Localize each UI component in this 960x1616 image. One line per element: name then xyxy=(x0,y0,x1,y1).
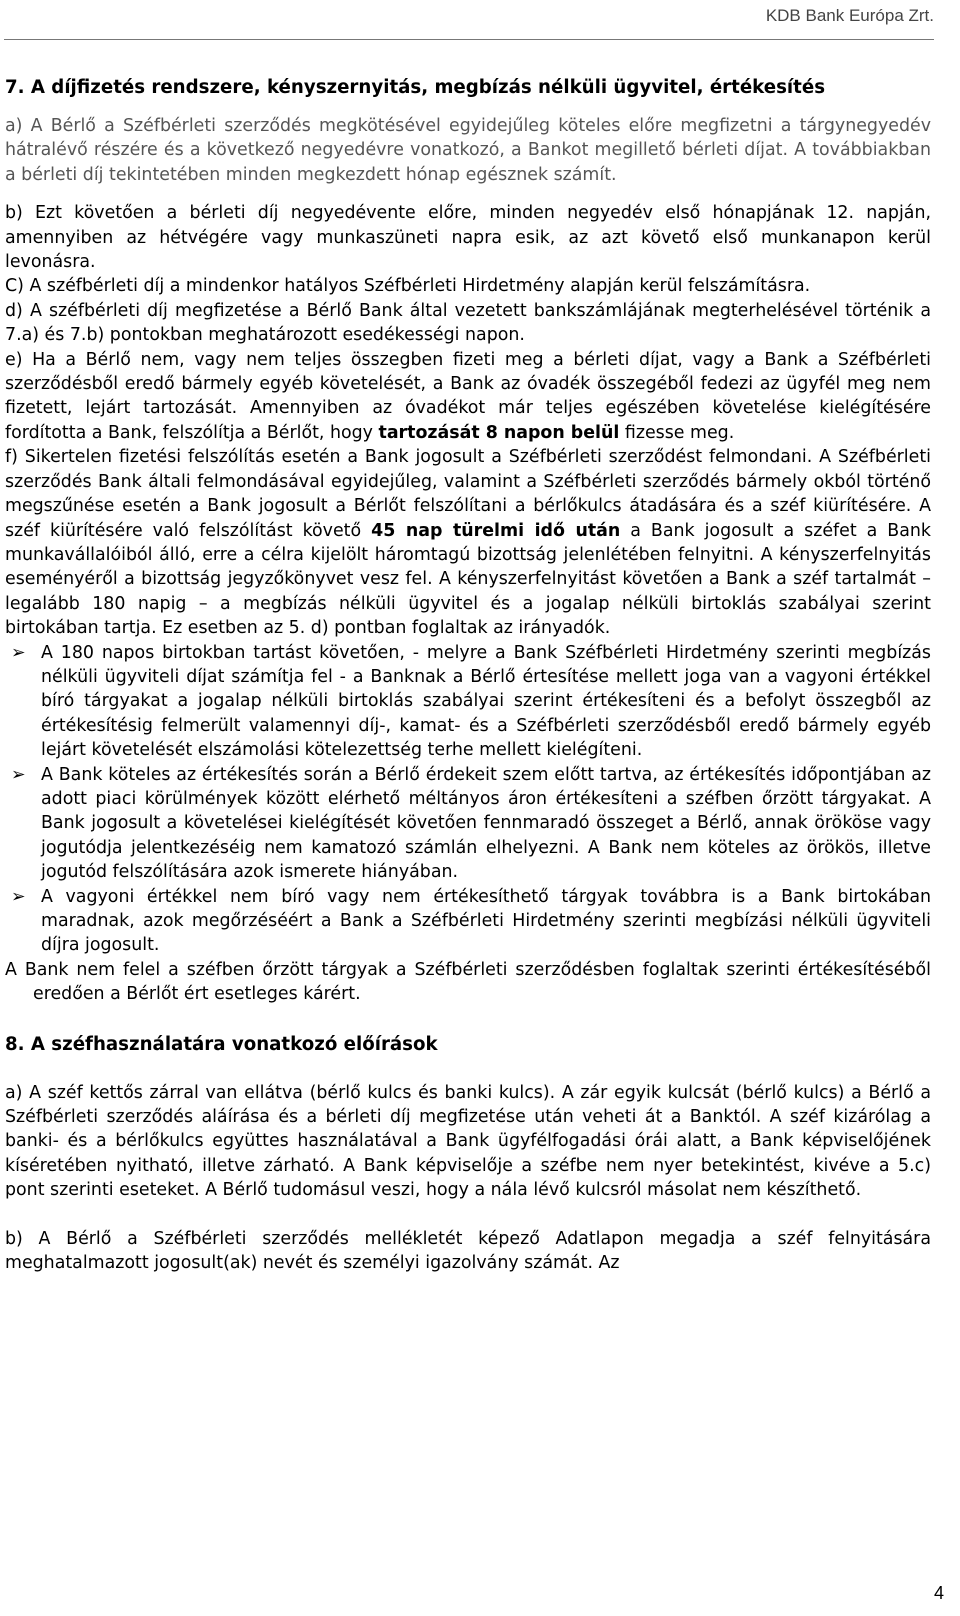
section-7-paragraph-b: b) Ezt követően a bérleti díj negyedévente előre, minden negyedév első hónapjának 12. napján, amennyiben az hétvégére vagy munkaszüneti napra esik, az azt követő első munkanapon kerül levonásra. xyxy=(5,203,931,273)
document-body xyxy=(5,76,931,1275)
bullet-item xyxy=(11,641,931,763)
bullet-item xyxy=(11,885,931,958)
header-divider xyxy=(4,39,934,40)
paragraph-e-text-end: fizesse meg. xyxy=(619,422,735,443)
section-8-paragraph-b: b) A Bérlő a Széfbérleti szerződés mellékletét képező Adatlapon megadja a széf felnyitására meghatalmazott jogosult(ak) nevét és személyi igazolvány számát. Az xyxy=(5,1228,931,1274)
arrow-bullet-icon: ➢ xyxy=(11,642,26,663)
paragraph-f-emphasis: 45 nap türelmi idő után xyxy=(371,520,621,541)
paragraph-f-text-end: a Bank jogosult a széfet a Bank munkavállalóiból álló, erre a célra kijelölt háromtagú bizottság jelenlétében felnyitni. A kényszerfelnyitás eseményéről a bizottság jegyzőkönyvet vesz fel. A kényszerfelnyitást követően a Bank a széf tartalmát – legalább 180 napig – a megbízás nélküli ügyvitel és a jogalap nélküli birtoklás szabályai szerint birtokában tartja. Ez esetben az 5. d) pontban foglaltak az irányadók. xyxy=(5,520,931,639)
section-8-paragraph-a: a) A széf kettős zárral van ellátva (bérlő kulcs és banki kulcs). A zár egyik kulcsát (bérlő kulcs) a Bérlő a Széfbérleti szerződés aláírása és a bérleti díj megfizetése után veheti át a Banktól. A széf kizárólag a banki- és a bérlőkulcs együttes használatával a Bank ügyfélfogadási órái alatt, a Bank képviselőjének kíséretében nyitható, illetve zárható. A Bank képviselője a széfbe nem nyer betekintést, kivéve a 5.c) pont szerinti eseteket. A Bérlő tudomásul veszi, hogy a nála lévő kulcsról másolat nem készíthető. xyxy=(5,1082,931,1201)
page-number: 4 xyxy=(933,1583,944,1603)
arrow-bullet-icon: ➢ xyxy=(11,886,26,907)
section-7-paragraph-f xyxy=(5,445,931,640)
paragraph-e-text: e) Ha a Bérlő nem, vagy nem teljes összegben fizeti meg a bérleti díjat, vagy a Bank a Széfbérleti szerződésből eredő bármely egyéb követelését, a Bank az óvadék összegéből fedezi az ügyfél meg nem fizetett, lejárt tartozását. Amennyiben az óvadékot már teljes egészében követelése kielégítésére fordította a Bank, felszólítja a Bérlőt, hogy xyxy=(5,349,931,443)
arrow-bullet-icon: ➢ xyxy=(11,764,26,785)
paragraph-f-text: f) Sikertelen fizetési felszólítás esetén a Bank jogosult a Széfbérleti szerződést felmondani. A Széfbérleti szerződés Bank általi felmondásával egyidejűleg, valamint a Széfbérleti szerződés bármely okból történő megszűnése esetén a Bank jogosult a Bérlőt felszólítani a bérlőkulcs átadására és a széf kiürítésére. A széf kiürítésére való felszólítást követő xyxy=(5,447,931,541)
section-7-paragraph-a: a) A Bérlő a Széfbérleti szerződés megkötésével egyidejűleg köteles előre megfizetni a tárgynegyedév hátralévő részére és a következő negyedévre vonatkozó, a Bankot megillető bérleti díjat. A továbbiakban a bérleti díj tekintetében minden megkezdett hónap egésznek számít. xyxy=(5,116,931,185)
section-7-paragraph-c: C) A széfbérleti díj a mindenkor hatályos Széfbérleti Hirdetmény alapján kerül felszámításra. xyxy=(5,276,811,297)
bullet-text: A Bank köteles az értékesítés során a Bérlő érdekeit szem előtt tartva, az értékesítés időpontjában az adott piaci körülmények között elérhető méltányos áron értékesíteni a széfben őrzött tárgyakat. A Bank jogosult a követelései kielégítését követően fennmaradó összeget a Bérlő, annak örököse vagy jogutódja jelentkezéséig nem kamatozó számlán elhelyezni. A Bank nem köteles az örökös, illetve jogutód felszólítására azok ismerete hiányában. xyxy=(41,764,931,883)
document-header: KDB Bank Európa Zrt. xyxy=(765,6,934,25)
section-7-closing: A Bank nem felel a széfben őrzött tárgyak a Széfbérleti szerződésben foglaltak szerinti értékesítéséből eredően a Bérlőt ért esetleges kárért. xyxy=(5,959,931,1005)
bullet-text: A 180 napos birtokban tartást követően, - melyre a Bank Széfbérleti Hirdetmény szerinti megbízás nélküli ügyviteli díjat számítja fel - a Banknak a Bérlő értesítése mellett joga van a vagyoni értékkel bíró tárgyakat a jogalap nélküli birtoklás szabályai szerint értékesíteni és a befolyt összegből az értékesítésig felmerült valamennyi díj-, kamat- és a Széfbérleti szerződésből eredő bármely egyéb lejárt követelését elszámolási kötelezettség terhe mellett kielégíteni. xyxy=(41,642,931,761)
section-8-title: 8. A széfhasználatára vonatkozó előírások xyxy=(5,1033,438,1055)
bullet-item xyxy=(11,763,931,885)
section-7-paragraph-d: d) A széfbérleti díj megfizetése a Bérlő Bank által vezetett bankszámlájának megterhelésével történik a 7.a) és 7.b) pontokban meghatározott esedékességi napon. xyxy=(5,300,931,346)
section-7-paragraph-e xyxy=(5,348,931,446)
bullet-text: A vagyoni értékkel nem bíró vagy nem értékesíthető tárgyak továbbra is a Bank birtokában maradnak, azok megőrzéséért a Bank a Széfbérleti Hirdetmény szerinti megbízási nélküli ügyviteli díjra jogosult. xyxy=(41,886,931,956)
section-7-title: 7. A díjfizetés rendszere, kényszernyitás, megbízás nélküli ügyvitel, értékesítés xyxy=(5,77,826,98)
paragraph-e-emphasis: tartozását 8 napon belül xyxy=(378,422,620,443)
